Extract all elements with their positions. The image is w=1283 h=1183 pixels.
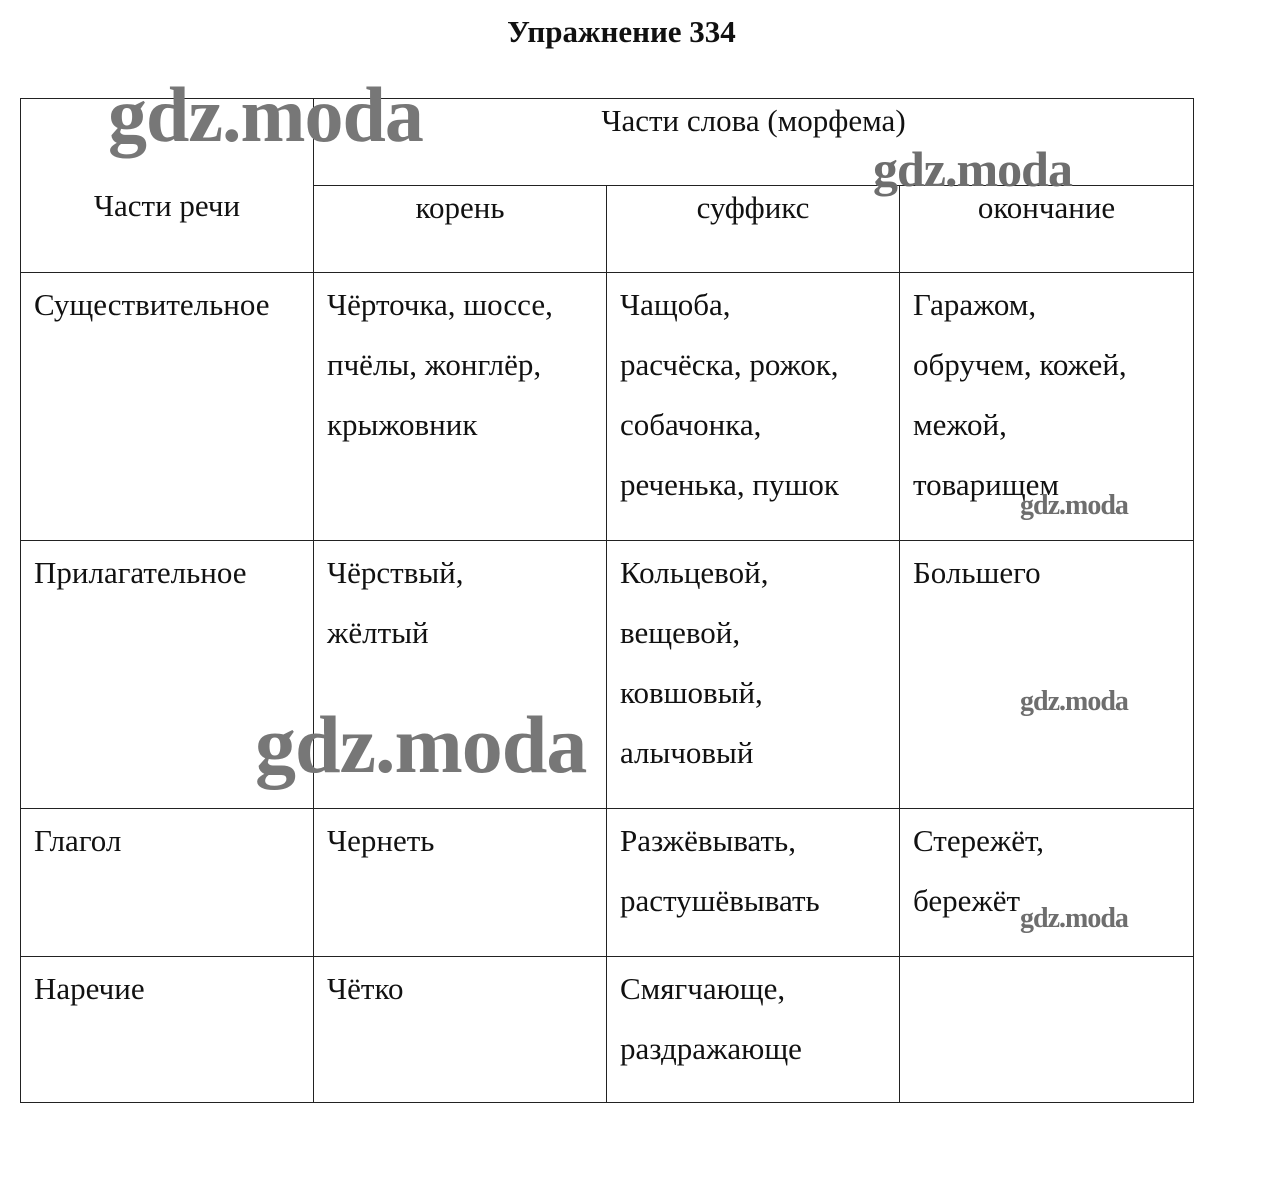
root-cell	[314, 809, 607, 957]
header-morphemes-label: Части слова (морфема)	[601, 103, 906, 138]
root-cell	[314, 273, 607, 541]
word-line: жёлтый	[327, 615, 429, 650]
ending-cell	[900, 809, 1194, 957]
word-line: растушёвывать	[620, 883, 820, 918]
row-label	[21, 957, 314, 1103]
word-line: пчёлы, жонглёр,	[327, 347, 542, 382]
word-line: вещевой,	[620, 615, 741, 650]
ending-cell	[900, 541, 1194, 809]
row-label-text: Наречие	[34, 971, 145, 1006]
watermark: gdz.moda	[255, 699, 587, 790]
word-line: Чёрточка, шоссе,	[327, 287, 553, 322]
exercise-title: Упражнение 334	[507, 14, 736, 49]
root-cell	[314, 957, 607, 1103]
watermark: gdz.moda	[1020, 490, 1128, 521]
word-line: межой,	[913, 407, 1007, 442]
word-line: Гаражом,	[913, 287, 1037, 322]
table-row	[21, 809, 1194, 957]
watermark: gdz.moda	[873, 141, 1072, 197]
header-morphemes	[314, 99, 1194, 186]
watermark: gdz.moda	[1020, 903, 1128, 934]
header-suffix-label: суффикс	[696, 190, 810, 225]
word-line: бережёт	[913, 883, 1021, 918]
table-row	[21, 273, 1194, 541]
word-line: ковшовый,	[620, 675, 763, 710]
root-cell	[314, 541, 607, 809]
word-line: Чернеть	[327, 823, 435, 858]
suffix-cell	[607, 809, 900, 957]
header-ending-label: окончание	[977, 190, 1116, 225]
row-label-text: Существительное	[34, 287, 270, 322]
word-line: Чётко	[327, 971, 404, 1006]
word-line: Смягчающе,	[620, 971, 786, 1006]
word-line: Разжёвывать,	[620, 823, 796, 858]
header-root	[314, 186, 607, 273]
ending-cell	[900, 957, 1194, 1103]
table-row	[21, 541, 1194, 809]
word-line: товарищем	[913, 467, 1059, 502]
suffix-cell	[607, 541, 900, 809]
suffix-cell	[607, 957, 900, 1103]
header-suffix	[607, 186, 900, 273]
row-label	[21, 541, 314, 809]
header-root-label: корень	[415, 190, 505, 225]
word-line: алычовый	[620, 735, 754, 770]
word-line: Кольцевой,	[620, 555, 769, 590]
row-label-text: Прилагательное	[34, 555, 247, 590]
word-line: Стережёт,	[913, 823, 1044, 858]
table-row	[21, 957, 1194, 1103]
word-line: обручем, кожей,	[913, 347, 1127, 382]
ending-cell	[900, 273, 1194, 541]
word-line: раздражающе	[620, 1031, 802, 1066]
watermark: gdz.moda	[1020, 686, 1128, 717]
watermark: gdz.moda	[108, 71, 423, 158]
word-line: Чащоба,	[620, 287, 731, 322]
word-line: крыжовник	[327, 407, 478, 442]
suffix-cell	[607, 273, 900, 541]
header-parts-of-speech	[21, 99, 314, 273]
row-label	[21, 809, 314, 957]
morpheme-table	[20, 98, 1194, 1103]
word-line: реченька, пушок	[620, 467, 839, 502]
word-line: Чёрствый,	[327, 555, 464, 590]
word-line: Большего	[913, 555, 1041, 590]
header-ending	[900, 186, 1194, 273]
row-label-text: Глагол	[34, 823, 122, 858]
header-parts-of-speech-label: Части речи	[93, 187, 241, 223]
word-line: собачонка,	[620, 407, 762, 442]
word-line: расчёска, рожок,	[620, 347, 839, 382]
row-label	[21, 273, 314, 541]
